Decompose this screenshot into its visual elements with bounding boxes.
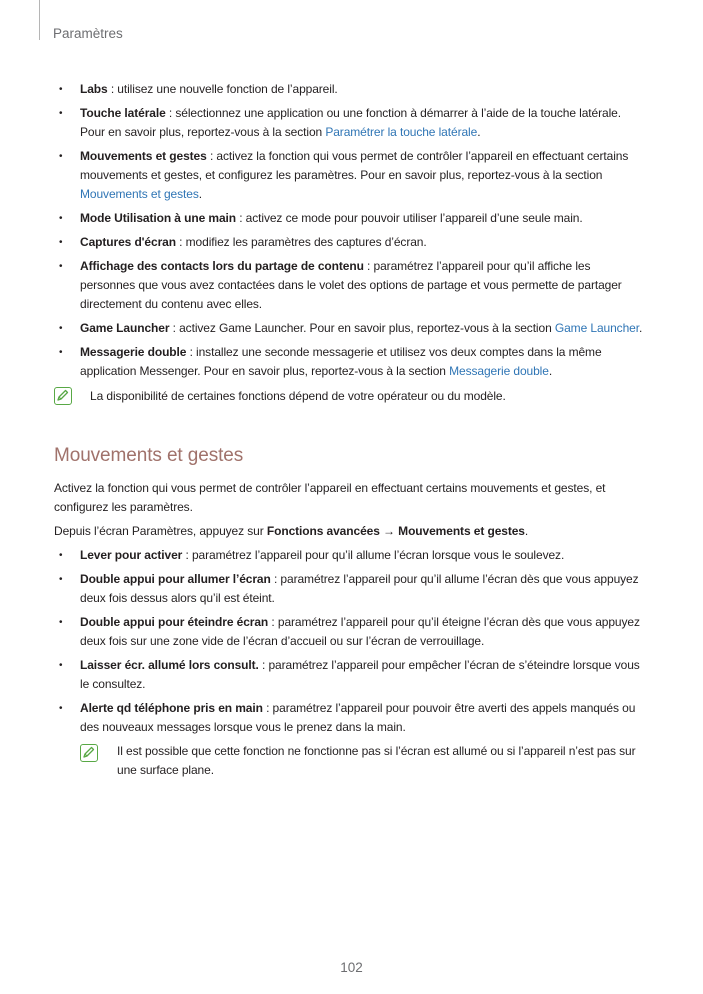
list-item-dual-messenger: • Messagerie double : installez une seconde messagerie et utilisez vos deux comptes dans la même application Messenger. Pour en savoir plus, reportez-vous à la section Messagerie double. <box>54 343 646 381</box>
section-title: Mouvements et gestes <box>54 445 244 466</box>
note-surface <box>80 742 646 780</box>
link-side-key[interactable]: Paramétrer la touche latérale <box>325 125 478 139</box>
page-content <box>54 80 646 780</box>
list-item-one-hand: • Mode Utilisation à une main : activez ce mode pour pouvoir utiliser l’appareil d’une seule main. <box>54 209 646 228</box>
list-item-screenshots: • Captures d'écran : modifiez les paramètres des captures d’écran. <box>54 233 646 252</box>
list-item-motions: • Mouvements et gestes : activez la fonction qui vous permet de contrôler l’appareil en effectuant certains mouvements et gestes, et configurez les paramètres. Pour en savoir plus, reportez-vous à la section Mouvements et gestes. <box>54 147 646 204</box>
page-number: 102 <box>340 960 363 975</box>
list-item-smart-stay: • Laisser écr. allumé lors consult. : paramétrez l’appareil pour empêcher l’écran de s’éteindre lorsque vous le consultez. <box>54 656 646 694</box>
list-item-double-tap-off: • Double appui pour éteindre écran : paramétrez l’appareil pour qu’il éteigne l’écran dès que vous appuyez deux fois sur une zone vide de l’écran d’accueil ou sur l’écran de verrouillage. <box>54 613 646 651</box>
note-pencil-icon <box>54 387 72 405</box>
settings-list <box>54 80 646 381</box>
note-pencil-icon <box>80 744 98 762</box>
list-item-side-key: • Touche latérale : sélectionnez une application ou une fonction à démarrer à l’aide de la touche latérale. Pour en savoir plus, reportez-vous à la section Paramétrer la touche latérale. <box>54 104 646 142</box>
list-item-direct-share: • Affichage des contacts lors du partage de contenu : paramétrez l’appareil pour qu’il affiche les personnes que vous avez contactées dans le volet des options de partage et vous permette de partager directement du contenu avec elles. <box>54 257 646 314</box>
note-text: La disponibilité de certaines fonctions dépend de votre opérateur ou du modèle. <box>90 389 506 403</box>
note-text: Il est possible que cette fonction ne fonctionne pas si l’écran est allumé ou si l’appareil n’est pas sur une surface plane. <box>117 744 636 777</box>
gesture-list <box>54 546 646 737</box>
header-divider <box>39 0 40 40</box>
list-item-double-tap-on: • Double appui pour allumer l’écran : paramétrez l’appareil pour qu’il allume l’écran dès que vous appuyez deux fois dessus alors qu’il est éteint. <box>54 570 646 608</box>
note-availability <box>54 387 646 409</box>
link-dual-messenger[interactable]: Messagerie double <box>449 364 549 378</box>
list-item-smart-alert: • Alerte qd téléphone pris en main : paramétrez l’appareil pour pouvoir être averti des appels manqués ou des nouveaux messages lorsque vous le prenez dans la main. <box>54 699 646 737</box>
navigation-path: Depuis l’écran Paramètres, appuyez sur Fonctions avancées → Mouvements et gestes. <box>54 524 529 538</box>
page-header-title: Paramètres <box>53 26 123 41</box>
list-item-labs: • Labs : utilisez une nouvelle fonction de l’appareil. <box>54 80 646 99</box>
link-motions[interactable]: Mouvements et gestes <box>80 187 199 201</box>
list-item-game-launcher: • Game Launcher : activez Game Launcher. Pour en savoir plus, reportez-vous à la section Game Launcher. <box>54 319 646 338</box>
section-intro: Activez la fonction qui vous permet de contrôler l’appareil en effectuant certains mouvements et gestes, et configurez les paramètres. <box>54 481 606 514</box>
link-game-launcher[interactable]: Game Launcher <box>554 321 639 335</box>
list-item-lift-to-wake: • Lever pour activer : paramétrez l’appareil pour qu’il allume l’écran lorsque vous le soulevez. <box>54 546 646 565</box>
